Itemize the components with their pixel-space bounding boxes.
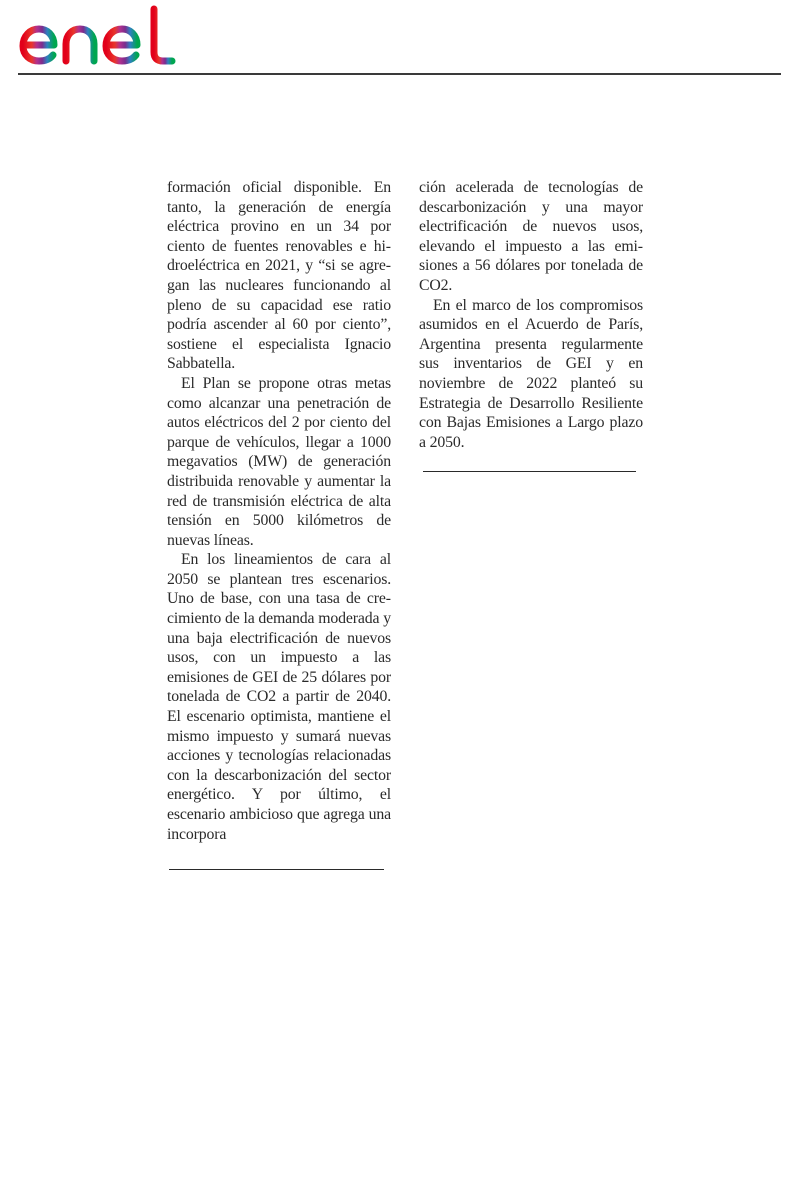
header-divider	[18, 73, 781, 75]
paragraph: ción acelerada de tecnologías de descarbonización y una mayor electrificación de nuevos usos, elevando el impuesto a las emisiones a 56 dólares por tonelada de CO2.	[419, 179, 643, 294]
paragraph: En el marco de los compromisos asumidos en el Acuerdo de París, Argentina presenta regularmente sus inventarios de GEI y en noviembre de 2022 planteó su Estrategia de Desarrollo Resiliente con Bajas Emisiones a Largo plazo a 2050.	[419, 296, 643, 451]
article-end-rule	[423, 471, 636, 472]
paragraph: En los lineamientos de cara al 2050 se plantean tres escenarios. Uno de base, con una tasa de crecimiento de la demanda moderada y una baja electrificación de nuevos usos, con un impuesto a las emisiones de GEI de 25 dólares por tonelada de CO2 a partir de 2040. El escenario optimista, mantiene el mismo impuesto y sumará nuevas acciones y tecnologías relacionadas con la descarbonización del sector energético. Y por último, el escenario ambicioso que agrega una incorpora	[167, 551, 391, 843]
enel-logo	[16, 4, 184, 68]
paragraph: formación oficial disponible. En tanto, la generación de energía eléctrica provino en un 34 por ciento de fuentes renovables e hidroeléctrica en 2021, y “si se agregan las nucleares funcionando al pleno de su capacidad ese ratio podría ascender al 60 por ciento”, sostiene el especialista Ignacio Sabbatella.	[167, 179, 391, 373]
paragraph: El Plan se propone otras metas como alcanzar una penetración de autos eléctricos del 2 por ciento del parque de vehículos, llegar a 1000 megavatios (MW) de generación distribuida renovable y aumentar la red de transmisión eléctrica de alta tensión en 5000 kilómetros de nuevas líneas.	[167, 374, 391, 549]
article-column-right	[419, 178, 643, 452]
column-end-rule	[169, 869, 384, 870]
article-column-left	[167, 178, 391, 844]
